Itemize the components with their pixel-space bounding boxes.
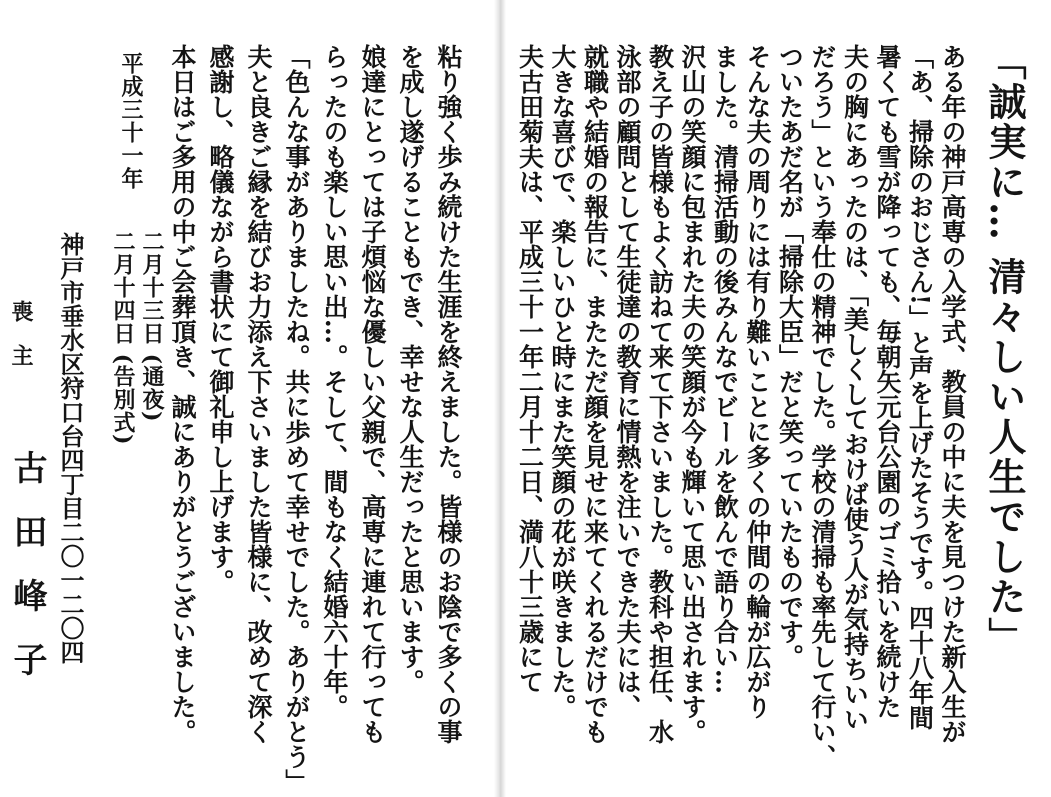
body-line: 就職や結婚の報告に、またただ顔を見せに来てくれるだけでも	[580, 44, 610, 744]
body-line: 教え子の皆様もよく訪ねて来て下さいました。教科や担任、水	[645, 44, 675, 744]
body-line: そんな夫の周りには有り難いことに多くの仲間の輪が広がり	[743, 44, 772, 719]
chief-mourner-name: 古田峰子	[7, 450, 47, 706]
body-line: 沢山の笑顔に包まれた夫の笑顔が今も輝いて思い出されます。	[678, 44, 707, 744]
body-line: 「あ、掃除のおじさん!」と声を上げたそうです。四十八年間	[905, 44, 935, 730]
body-line: 「色んな事がありましたね。共に歩めて幸せでした。ありがとう」	[282, 44, 311, 794]
body-line: 泳部の顧問として生徒達の教育に情熱を注いできた夫には、	[613, 44, 642, 719]
body-line: 感謝し、略儀ながら書状にて御礼申し上げます。	[206, 44, 235, 594]
date-tsuya: 二月十三日 (通夜)	[139, 230, 165, 423]
body-line: 大きな喜びで、楽しいひと時にまた笑顔の花が咲きました。	[548, 44, 577, 719]
date-year: 平成三十一年	[118, 52, 144, 190]
body-line: 娘達にとっては子煩悩な優しい父親で、高専に連れて行っても	[358, 44, 387, 744]
letter-title: 「誠実に… 清々しい人生でした」	[982, 42, 1027, 658]
date-kokubetsu: 二月十四日 (告別式)	[110, 230, 136, 446]
body-line: ついたあだ名が「掃除大臣」だと笑っていたものです。	[775, 44, 805, 669]
body-line: 夫の胸にあったのは、「美しくしておけば使う人が気持ちいい	[840, 44, 870, 732]
body-line: ました。清掃活動の後みんなでビールを飲んで語り合い…	[710, 44, 740, 694]
body-line: らったのも楽しい思い出…。そして、間もなく結婚六十年。	[320, 44, 349, 719]
body-line: 暑くても雪が降っても、毎朝矢元台公園のゴミ拾いを続けた	[873, 44, 902, 719]
body-line: 夫と良きご縁を結びお力添え下さいました皆様に、改めて深く	[244, 44, 273, 744]
body-line: 粘り強く歩み続けた生涯を終えました。皆様のお陰で多くの事	[434, 44, 463, 744]
address: 神戸市垂水区狩口台四丁目二〇一二〇四	[56, 232, 85, 664]
chief-mourner-label: 喪主	[8, 300, 34, 388]
page-fold-shadow	[494, 0, 506, 797]
body-line: 本日はご多用の中ご会葬頂き、誠にありがとうございました。	[168, 44, 197, 744]
body-line: だろう」という奉仕の精神でした。学校の清掃も率先して行い、	[808, 44, 837, 769]
body-line: ある年の神戸高専の入学式、教員の中に夫を見つけた新入生が	[938, 44, 967, 744]
body-line: 夫古田菊夫は、平成三十一年二月十二日、満八十三歳にて	[515, 44, 545, 694]
body-line: を成し遂げることもでき、幸せな人生だったと思います。	[396, 44, 425, 694]
